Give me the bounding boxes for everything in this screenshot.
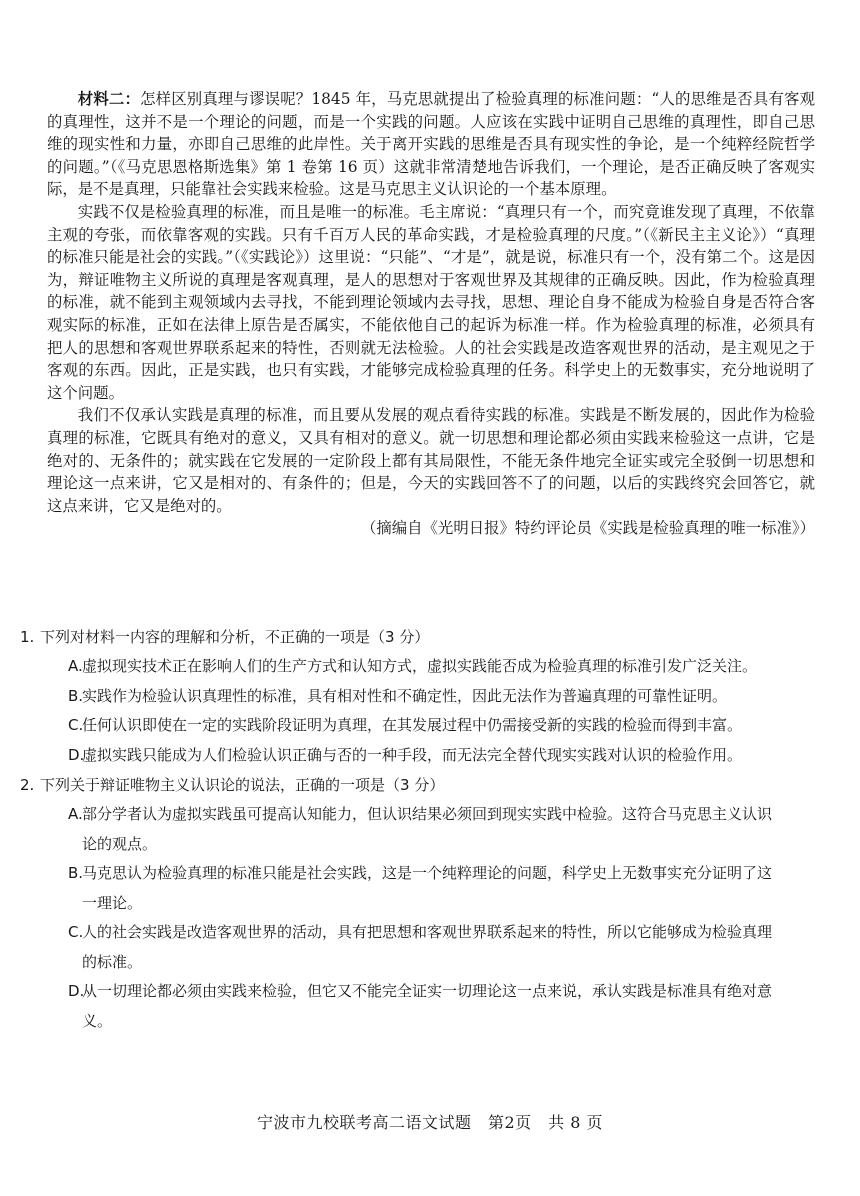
option-key: A. [68,657,83,675]
question-1-option-b [20,682,795,712]
option-text: 任何认识即使在一定的实践阶段证明为真理，在其发展过程中仍需接受新的实践的检验而得到丰富。 [82,716,743,734]
material-paragraph-1 [47,88,815,201]
question-1-option-c [20,711,795,741]
questions-section [20,622,795,1036]
question-2 [20,770,795,1036]
option-text: 虚拟现实技术正在影响人们的生产方式和认知方式，虚拟实践能否成为检验真理的标准引发广泛关注。 [82,657,758,675]
question-1 [20,622,795,770]
question-1-option-d [20,741,795,771]
option-key: A. [68,805,83,823]
question-2-option-b [20,859,795,918]
material-source-citation: （摘编自《光明日报》特约评论员《实践是检验真理的唯一标准》） [360,519,815,538]
question-2-option-c [20,918,795,977]
option-key: C. [68,923,84,941]
material-paragraph-1-text: 怎样区别真理与谬误呢？1845 年，马克思就提出了检验真理的标准问题：“人的思维是否具有客观的真理性，这并不是一个理论的问题，而是一个实践的问题。人应该在实践中证明自己思维的真理性，即自己思维的现实性和力量，亦即自己思维的此岸性。关于离开实践的思维是否具有现实性的争论，是一个纯粹经院哲学的问题。”（《马克思恩格斯选集》第 1 卷第 16 页）这就非常清楚地告诉我们，一个理论，是否正确反映了客观实际，是不是真理，只能靠社会实践来检验。这是马克思主义认识论的一个基本原理。 [47,90,815,199]
question-2-number: 2. [20,776,35,794]
option-key: C. [68,716,84,734]
option-text: 实践作为检验认识真理性的标准，具有相对性和不确定性，因此无法作为普遍真理的可靠性证明。 [82,686,728,705]
material-paragraph-3: 我们不仅承认实践是真理的标准，而且要从发展的观点看待实践的标准。实践是不断发展的，因此作为检验真理的标准，它既具有绝对的意义，又具有相对的意义。就一切思想和理论都必须由实践来检验这一点讲，它是绝对的、无条件的；就实践在它发展的一定阶段上都有其局限性，不能无条件地完全证实或完全驳倒一切思想和理论这一点来讲，它又是相对的、有条件的；但是，今天的实践回答不了的问题，以后的实践终究会回答它，就这点来讲，它又是绝对的。 [47,406,815,515]
question-1-number: 1. [20,628,35,646]
question-1-text: 下列对材料一内容的理解和分析，不正确的一项是（3 分） [40,628,430,646]
question-2-stem [20,770,795,800]
option-key: D. [68,745,85,764]
material-paragraph-2: 实践不仅是检验真理的标准，而且是唯一的标准。毛主席说：“真理只有一个，而究竟谁发现了真理，不依靠主观的夸张，而依靠客观的实践。只有千百万人民的革命实践，才是检验真理的尺度。”（《新民主主义论》）“真理的标准只能是社会的实践。”（《实践论》）这里说：“只能”、“才是”，就是说，标准只有一个，没有第二个。这是因为，辩证唯物主义所说的真理是客观真理，是人的思想对于客观世界及其规律的正确反映。因此，作为检验真理的标准，就不能到主观领域内去寻找，不能到理论领域内去寻找，思想、理论自身不能成为检验自身是否符合客观实际的标准，正如在法律上原告是否属实，不能依他自己的起诉为标准一样。作为检验真理的标准，必须具有把人的思想和客观世界联系起来的特性，否则就无法检验。人的社会实践是改造客观世界的活动，是主观见之于客观的东西。因此，正是实践，也只有实践，才能够完成检验真理的任务。科学史上的无数事实，充分地说明了这个问题。 [47,202,815,402]
option-key: B. [68,686,84,705]
material-label: 材料二： [77,90,141,108]
option-text: 部分学者认为虚拟实践虽可提高认知能力，但认识结果必须回到现实实践中检验。这符合马克思主义认识论的观点。 [82,805,773,853]
question-2-option-a [20,800,795,859]
option-text: 人的社会实践是改造客观世界的活动，具有把思想和客观世界联系起来的特性，所以它能够成为检验真理的标准。 [82,923,773,971]
option-key: D. [68,982,85,1000]
option-key: B. [68,864,84,882]
page-footer: 宁波市九校联考高二语文试题 第2页 共 8 页 [256,1113,604,1132]
question-2-text: 下列关于辩证唯物主义认识论的说法，正确的一项是（3 分） [40,776,445,794]
option-text: 马克思认为检验真理的标准只能是社会实践，这是一个纯粹理论的问题，科学史上无数事实充分证明了这一理论。 [82,864,773,912]
option-text: 虚拟实践只能成为人们检验认识正确与否的一种手段，而无法完全替代现实实践对认识的检验作用。 [82,745,743,764]
question-1-option-a [20,652,795,682]
question-2-option-d [20,977,795,1036]
material-two-section [47,88,815,540]
option-text: 从一切理论都必须由实践来检验，但它又不能完全证实一切理论这一点来说，承认实践是标准具有绝对意义。 [82,982,773,1030]
question-1-stem [20,622,795,652]
